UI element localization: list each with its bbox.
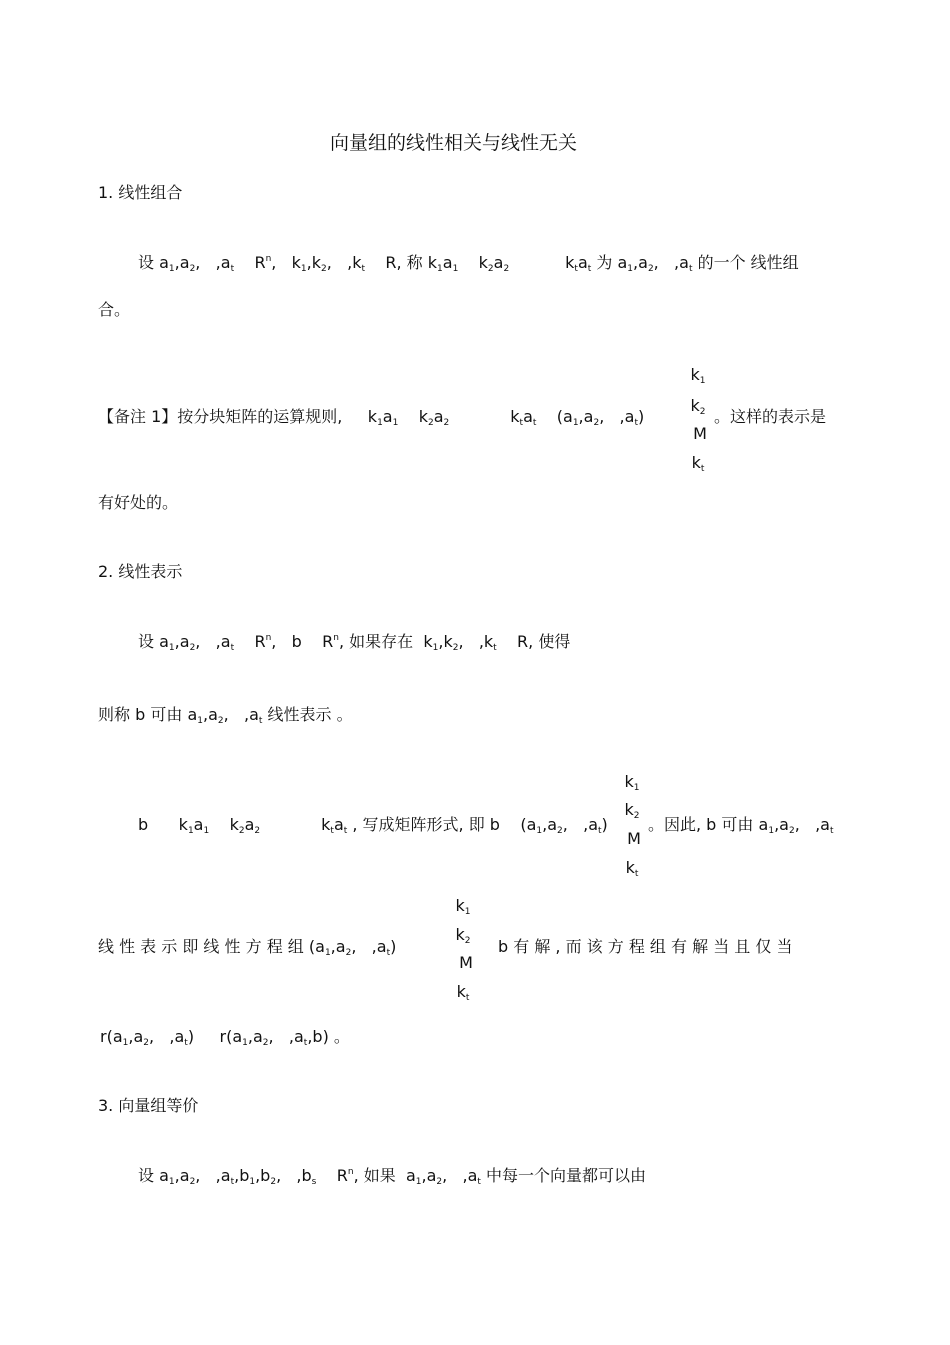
matrix-entry: k1 <box>690 365 706 386</box>
paragraph-line: b k1a1 k2a2 ktat , 写成矩阵形式, 即 b (a1,a2, ,at) <box>138 815 608 836</box>
paragraph-line: 线 性 表 示 即 线 性 方 程 组 (a1,a2, ,at) <box>98 937 397 958</box>
remark-line-end: 。这样的表示是 <box>714 407 827 426</box>
section-heading-1: 1. 线性组合 <box>98 183 183 202</box>
paragraph-line: 设 a1,a2, ,at $R^n$, k1,k2, ,kt R, 称 k1a1 k2a2 ktat 为 a1,a2, ,at 的一个 线性组 <box>138 253 799 274</box>
matrix-entry: k2 <box>455 925 471 946</box>
paragraph-line: 合。 <box>98 300 131 319</box>
matrix-entry: M <box>627 829 641 848</box>
matrix-entry: k1 <box>455 896 471 917</box>
matrix-entry: kt <box>625 858 639 879</box>
matrix-entry: k2 <box>624 800 640 821</box>
matrix-entry: k2 <box>690 396 706 417</box>
paragraph-line-end: 。因此, b 可由 a1,a2, ,at <box>648 815 834 836</box>
paragraph-line: 有好处的。 <box>98 493 179 512</box>
paragraph-line: 则称 b 可由 a1,a2, ,at 线性表示 。 <box>98 705 353 726</box>
section-heading-3: 3. 向量组等价 <box>98 1096 199 1115</box>
matrix-entry: M <box>693 424 707 443</box>
page-title: 向量组的线性相关与线性无关 <box>330 132 578 154</box>
remark-line: 【备注 1】按分块矩阵的运算规则, k1a1 k2a2 ktat (a1,a2, ,at) <box>98 407 645 428</box>
paragraph-line: 设 a1,a2, ,at $R^n$, b $R^n$, 如果存在 k1,k2, ,kt R, 使得 <box>138 632 571 653</box>
matrix-entry: kt <box>456 982 470 1003</box>
matrix-entry: k1 <box>624 772 640 793</box>
matrix-entry: kt <box>691 453 705 474</box>
paragraph-line: 设 a1,a2, ,at,b1,b2, ,bs $R^n$, 如果 a1,a2, ,at 中每一个向量都可以由 <box>138 1166 647 1187</box>
paragraph-line: r(a1,a2, ,at) r(a1,a2, ,at,b) 。 <box>100 1027 350 1048</box>
paragraph-line-end: b 有 解 , 而 该 方 程 组 有 解 当 且 仅 当 <box>498 937 793 956</box>
matrix-entry: M <box>459 953 473 972</box>
section-heading-2: 2. 线性表示 <box>98 562 183 581</box>
